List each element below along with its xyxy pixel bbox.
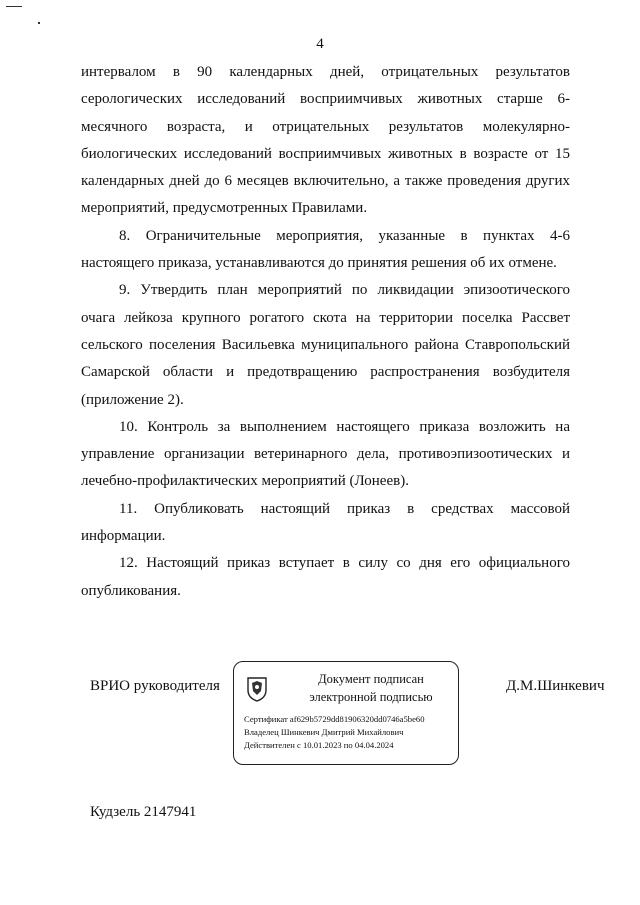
stamp-owner: Владелец Шинкевич Дмитрий Михайлович [244,727,404,737]
paragraph-9: 9. Утвердить план мероприятий по ликвидации эпизоотического очага лейкоза крупного рогатого скота на территории поселка Рассвет сельского поселения Васильевка муниципального района Ставропольский Самарской области и предотвращению распространения возбудителя (приложение 2). [81,282,570,408]
coat-of-arms-icon [246,676,268,702]
scan-corner-mark [6,6,22,11]
stamp-validity: Действителен с 10.01.2023 по 04.04.2024 [244,740,394,750]
paragraph-continuation: интервалом в 90 календарных дней, отрицательных результатов серологических исследований восприимчивых животных старше 6-месячного возраста, и отрицательных результатов молекулярно-биологических исследований восприимчивых животных в возрасте от 15 календарных дней до 6 месяцев включительно, а также проведения других мероприятий, предусмотренных Правилами. [81,64,570,217]
stamp-certificate: Сертификат af629b5729dd81906320dd0746a5be60 [244,714,425,724]
document-author: Кудзель 2147941 [90,804,197,820]
page-number: 4 [316,36,324,52]
signature-block [0,660,640,770]
paragraph-11: 11. Опубликовать настоящий приказ в средствах массовой информации. [81,500,570,545]
scan-dot [38,22,40,24]
signer-position: ВРИО руководителя [90,678,220,694]
stamp-title-line1: Документ подписан [318,672,424,686]
paragraph-8: 8. Ограничительные мероприятия, указанные в пунктах 4-6 настоящего приказа, устанавливаются до принятия решения об их отмене. [81,227,570,272]
electronic-signature-stamp [233,661,459,765]
paragraph-10: 10. Контроль за выполнением настоящего приказа возложить на управление организации ветеринарного дела, противоэпизоотических и лечебно-профилактических мероприятий (Лонеев). [81,418,570,490]
signer-name: Д.М.Шинкевич [506,678,605,694]
stamp-title-line2: электронной подписью [309,690,433,704]
paragraph-12: 12. Настоящий приказ вступает в силу со дня его официального опубликования. [81,555,570,599]
document-body [81,59,570,605]
